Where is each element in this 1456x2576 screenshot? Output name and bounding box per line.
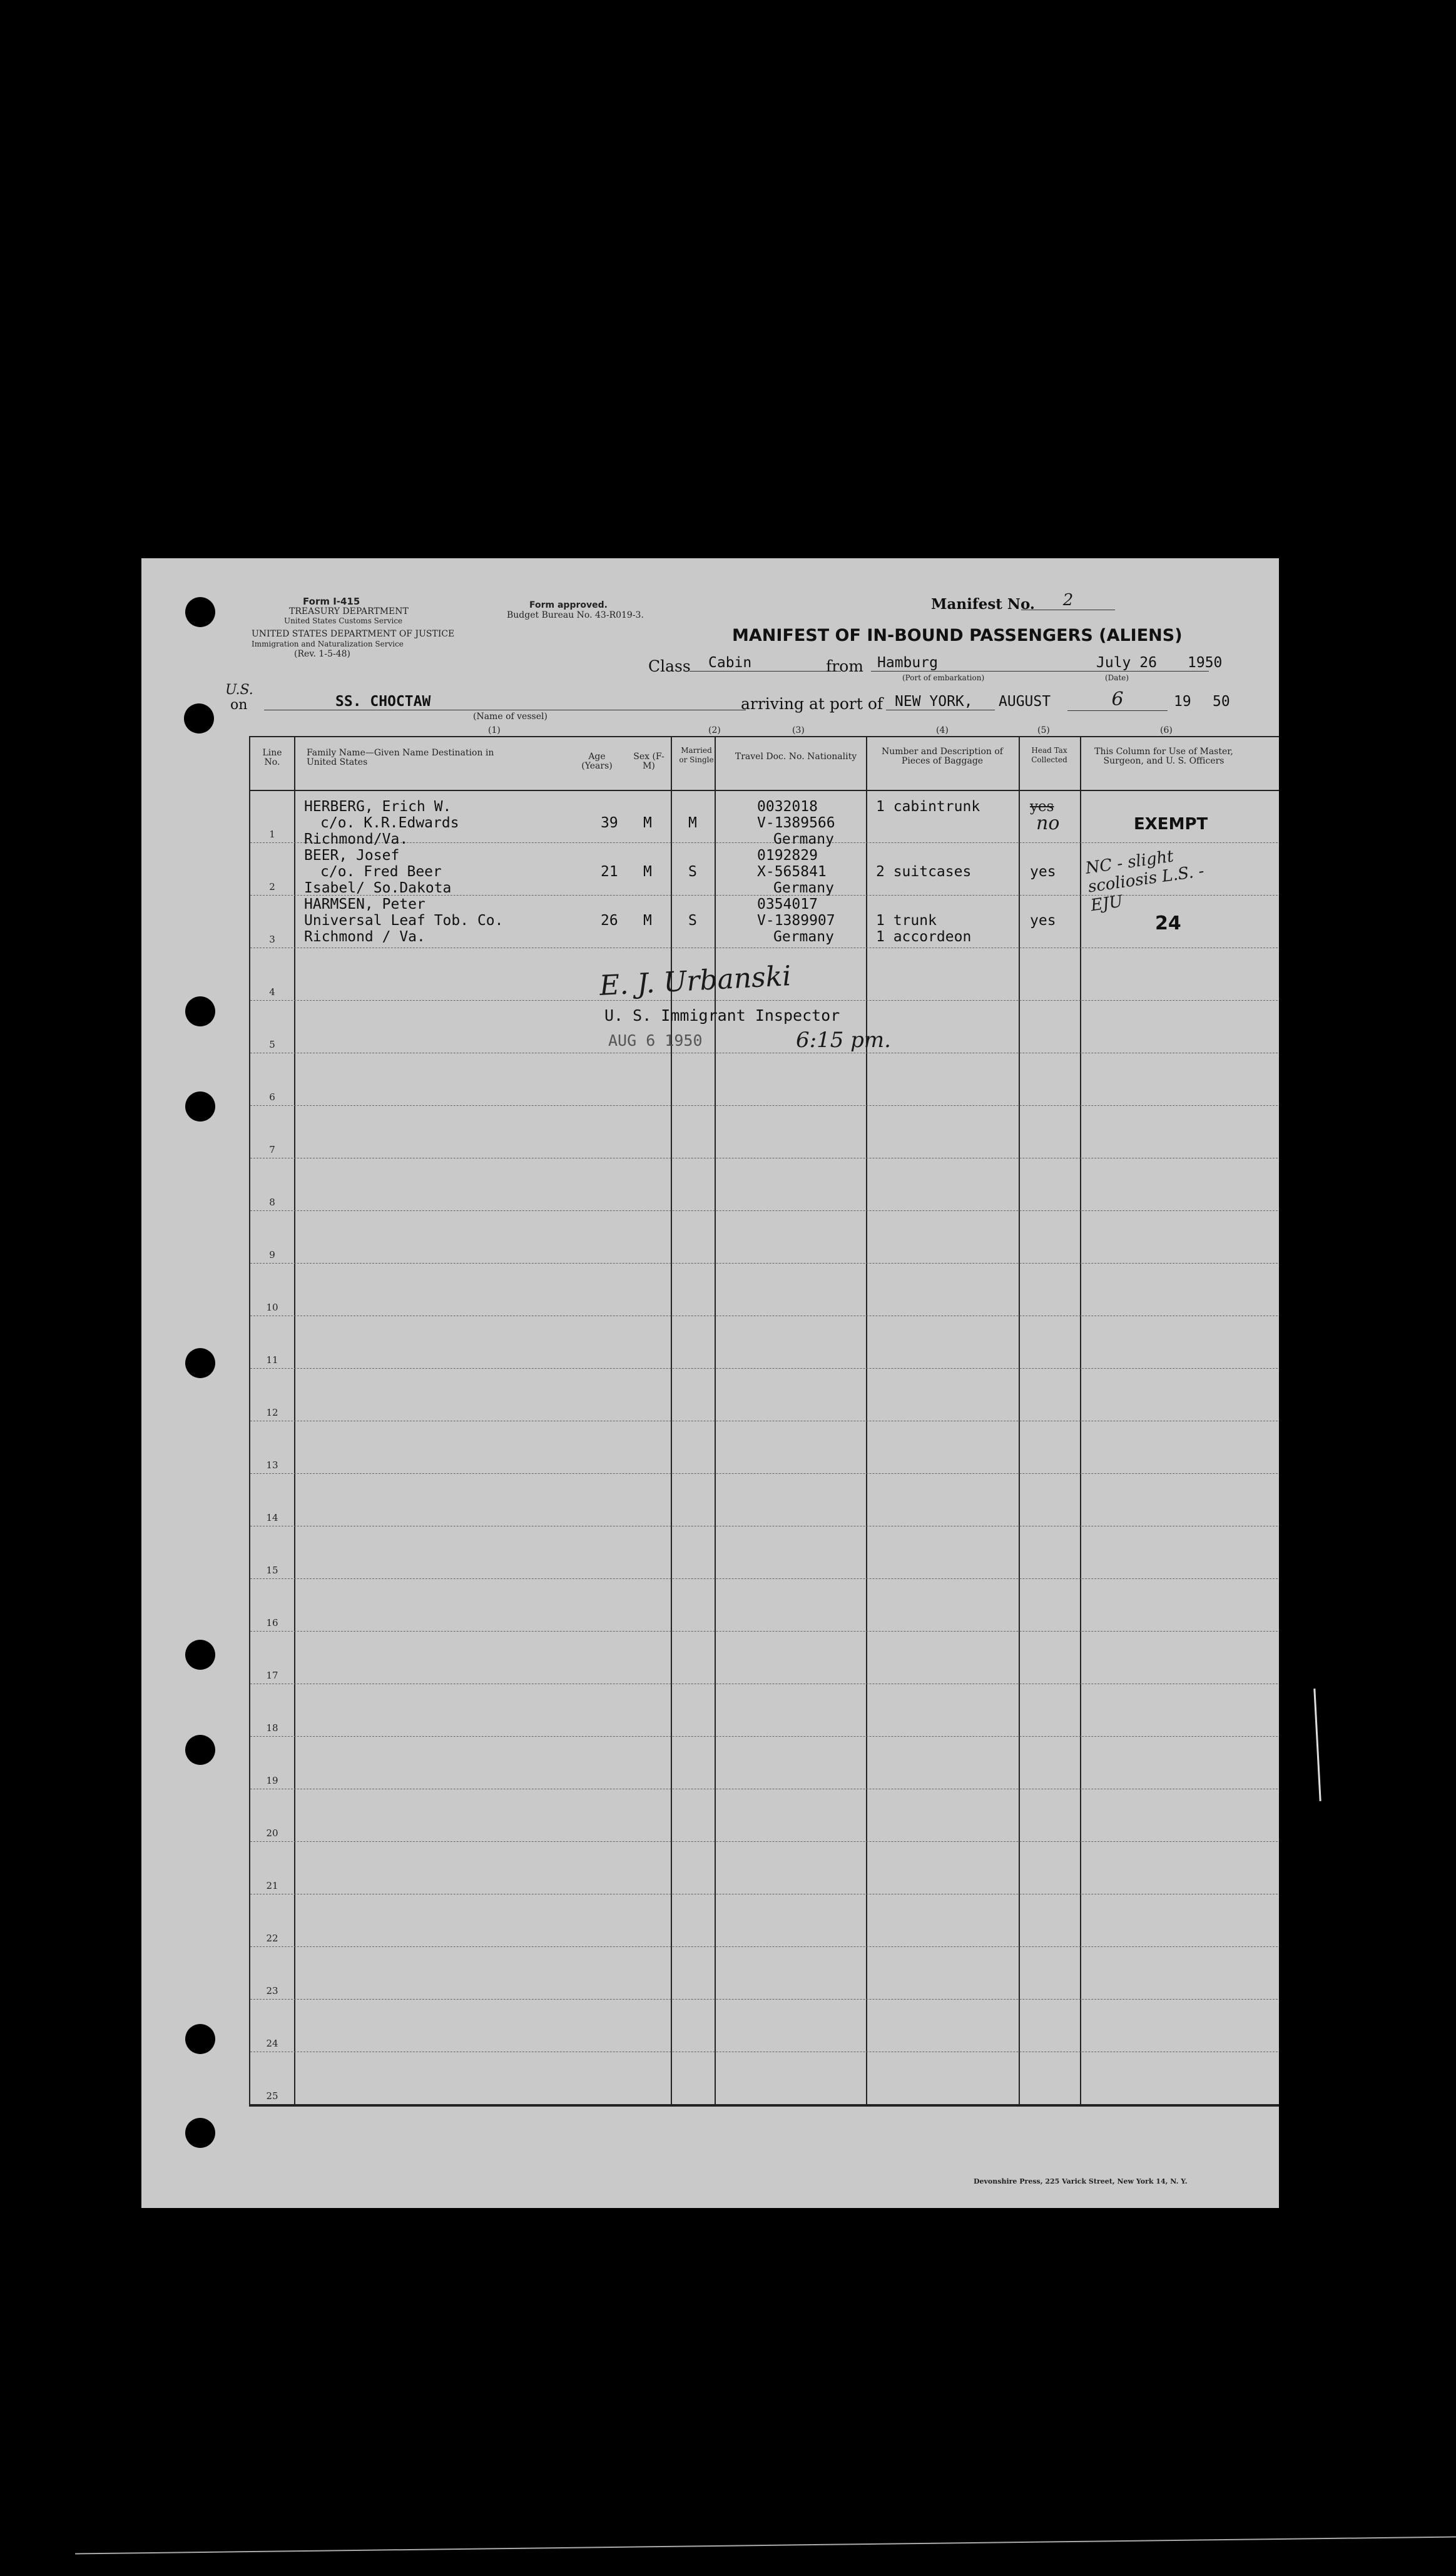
inspection-time: 6:15 pm. [796, 1028, 891, 1053]
header-headtax: Head Tax Collected [1031, 746, 1067, 764]
date-caption: (Date) [1105, 673, 1129, 682]
nationality: Germany [773, 929, 834, 945]
table-row [250, 912, 1279, 934]
header-sex: Sex (F-M) [633, 752, 664, 771]
binder-hole [185, 1640, 215, 1670]
header-travel: Travel Doc. No. Nationality [735, 752, 857, 762]
row-rule [250, 1000, 1279, 1001]
ins-service: Immigration and Naturalization Service [252, 640, 404, 648]
class-label: Class [648, 657, 691, 675]
header-baggage: Number and Description of Pieces of Baggage [882, 747, 1003, 766]
from-label: from [826, 657, 863, 675]
passenger-destination: Richmond/Va. [304, 831, 409, 847]
row-number: 21 [266, 1880, 278, 1891]
travel-doc: 0032018 [757, 799, 818, 815]
table-row [250, 812, 1279, 834]
baggage: 1 cabintrunk [876, 799, 980, 815]
header-line-no: Line No. [262, 748, 282, 767]
departure-year: 1950 [1188, 655, 1223, 671]
header-age: Age (Years) [581, 752, 613, 771]
row-rule [250, 1578, 1279, 1579]
row-rule [250, 1736, 1279, 1737]
arrival-year-prefix: 19 [1174, 693, 1191, 710]
head-tax: yes [1030, 864, 1056, 880]
row-rule [250, 1473, 1279, 1474]
travel-doc: X-565841 [757, 864, 827, 880]
row-number: 19 [266, 1775, 278, 1786]
row-number: 11 [266, 1354, 278, 1366]
form-revision: (Rev. 1-5-48) [294, 649, 350, 659]
from-value: Hamburg [871, 655, 1065, 672]
row-number: 14 [266, 1512, 278, 1523]
binder-hole [185, 1091, 215, 1122]
row-number: 17 [266, 1670, 278, 1681]
binder-hole [185, 2118, 215, 2148]
nationality: Germany [773, 831, 834, 847]
row-rule [250, 1841, 1279, 1842]
age: 26 [601, 912, 618, 929]
arrival-day: 6 [1067, 688, 1168, 711]
passenger-name: HARMSEN, Peter [304, 896, 425, 912]
row-number: 10 [266, 1302, 278, 1313]
arriving-label: arriving at port of [741, 695, 883, 713]
passenger-destination: Isabel/ So.Dakota [304, 880, 452, 896]
binder-hole [185, 597, 215, 627]
row-number: 12 [266, 1407, 278, 1418]
table-row [250, 880, 1279, 898]
arrival-year: 50 [1213, 693, 1230, 710]
row-rule [250, 1368, 1279, 1369]
port-embark-caption: (Port of embarkation) [902, 673, 985, 682]
officer-note: EXEMPT [1134, 815, 1208, 834]
arrival-month: AUGUST [999, 693, 1051, 710]
marital-status: S [688, 864, 697, 880]
vessel-name: SS. CHOCTAW [264, 693, 746, 710]
baggage: 2 suitcases [876, 864, 972, 880]
row-number: 9 [269, 1249, 275, 1260]
row-number: 24 [266, 2038, 278, 2049]
scan-artifact [75, 2537, 1456, 2555]
passenger-address: c/o. Fred Beer [320, 864, 442, 880]
row-number: 3 [269, 934, 275, 945]
row-rule [250, 1631, 1279, 1632]
row-number: 16 [266, 1617, 278, 1628]
justice-dept: UNITED STATES DEPARTMENT OF JUSTICE [252, 629, 455, 639]
officer-note: NC - slight scoliosis L.S. - EJU [1084, 847, 1206, 916]
passenger-destination: Richmond / Va. [304, 929, 425, 945]
row-number: 23 [266, 1985, 278, 1996]
row-number: 2 [269, 881, 275, 892]
baggage: 1 trunk [876, 912, 937, 929]
inspector-signature: E. J. Urbanski [598, 960, 792, 1002]
arrival-port: NEW YORK, [886, 693, 995, 710]
age: 39 [601, 815, 618, 831]
travel-doc: 0354017 [757, 896, 818, 912]
officer-note: 24 [1155, 912, 1181, 934]
col-number-2: (2) [708, 725, 721, 735]
sex: M [643, 815, 652, 831]
form-approved: Form approved. [529, 600, 608, 610]
row-number: 8 [269, 1197, 275, 1208]
header-officers: This Column for Use of Master, Surgeon, and U. S. Officers [1094, 747, 1233, 766]
col-number-5: (5) [1037, 725, 1050, 735]
binder-hole [185, 2024, 215, 2054]
scan-artifact [1313, 1689, 1321, 1801]
row-number: 25 [266, 2090, 278, 2102]
head-tax: yes [1030, 799, 1054, 815]
baggage: 1 accordeon [876, 929, 972, 945]
us-annotation: U.S. [225, 682, 253, 698]
manifest-page [141, 558, 1279, 2208]
budget-bureau: Budget Bureau No. 43-R019-3. [507, 610, 644, 620]
row-number: 4 [269, 986, 275, 998]
head-tax-annotation: no [1036, 812, 1060, 834]
header-name: Family Name—Given Name Destination in United States [307, 748, 494, 767]
travel-doc: 0192829 [757, 847, 818, 864]
col-number-6: (6) [1160, 725, 1173, 735]
passenger-name: BEER, Josef [304, 847, 400, 864]
binder-hole [185, 1348, 215, 1378]
class-value: Cabin [690, 655, 841, 672]
customs-service: United States Customs Service [284, 616, 403, 625]
passenger-table [249, 736, 1279, 2107]
table-row [250, 799, 1279, 817]
departure-date-value: July 26 [1065, 655, 1209, 672]
row-number: 15 [266, 1565, 278, 1576]
row-rule [250, 1999, 1279, 2000]
travel-doc: V-1389566 [757, 815, 835, 831]
table-row [250, 831, 1279, 849]
row-rule [250, 1263, 1279, 1264]
inspector-title: U. S. Immigrant Inspector [604, 1006, 840, 1025]
sex: M [643, 864, 652, 880]
passenger-address: Universal Leaf Tob. Co. [304, 912, 504, 929]
passenger-name: HERBERG, Erich W. [304, 799, 452, 815]
row-number: 22 [266, 1933, 278, 1944]
table-header [250, 737, 1279, 791]
manifest-number-value: 2 [1021, 591, 1115, 610]
nationality: Germany [773, 880, 834, 896]
passenger-address: c/o. K.R.Edwards [320, 815, 459, 831]
row-number: 6 [269, 1091, 275, 1103]
page-title: MANIFEST OF IN-BOUND PASSENGERS (ALIENS) [732, 626, 1183, 645]
marital-status: S [688, 912, 697, 929]
col-number-4: (4) [936, 725, 949, 735]
table-row [250, 929, 1279, 947]
binder-hole [185, 1735, 215, 1765]
on-label: on [230, 697, 248, 713]
row-rule [250, 2104, 1279, 2105]
row-rule [250, 1105, 1279, 1106]
header-married: Married or Single [679, 746, 714, 764]
travel-doc: V-1389907 [757, 912, 835, 929]
row-rule [250, 1946, 1279, 1947]
row-number: 13 [266, 1459, 278, 1471]
binder-hole [184, 703, 214, 733]
row-number: 1 [269, 829, 275, 840]
row-number: 5 [269, 1039, 275, 1050]
row-rule [250, 1210, 1279, 1211]
row-number: 18 [266, 1722, 278, 1734]
printer-line: Devonshire Press, 225 Varick Street, New York 14, N. Y. [974, 2177, 1188, 2185]
binder-hole [185, 996, 215, 1026]
head-tax: yes [1030, 912, 1056, 929]
inspection-stamp-date: AUG 6 1950 [608, 1031, 703, 1050]
marital-status: M [688, 815, 697, 831]
col-number-3: (3) [792, 725, 805, 735]
row-number: 20 [266, 1827, 278, 1839]
sex: M [643, 912, 652, 929]
manifest-number-label: Manifest No. [931, 596, 1035, 613]
form-number: Form I-415 [303, 596, 360, 607]
table-row [250, 896, 1279, 914]
vessel-caption: (Name of vessel) [473, 712, 547, 722]
treasury-dept: TREASURY DEPARTMENT [289, 606, 409, 616]
row-number: 7 [269, 1144, 275, 1155]
col-number-1: (1) [488, 725, 501, 735]
age: 21 [601, 864, 618, 880]
